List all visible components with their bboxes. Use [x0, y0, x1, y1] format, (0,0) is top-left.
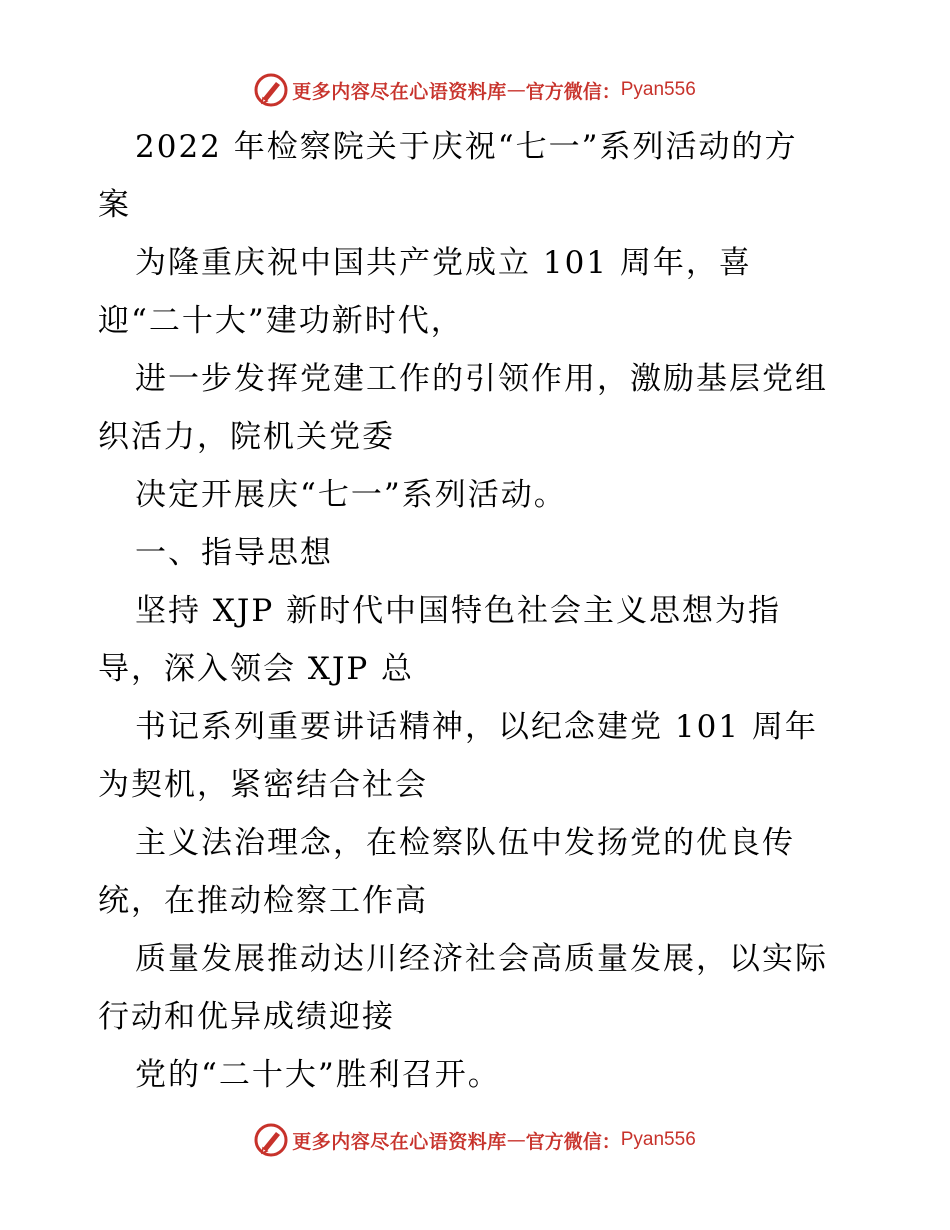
text-line: 行动和优异成绩迎接 — [98, 999, 395, 1035]
text-line: 织活力，院机关党委 — [98, 419, 395, 455]
footer-brand-text: 更多内容尽在心语资料库 — [292, 1130, 507, 1153]
header-separator: — — [506, 79, 526, 101]
section-heading — [98, 524, 868, 582]
text-line: 主义法治理念，在检察队伍中发扬党的优良传 — [135, 825, 795, 861]
text-line: 书记系列重要讲话精神，以纪念建党 101 周年 — [135, 709, 818, 745]
header-wechat-id: Pyan556 — [620, 79, 696, 100]
footer-watermark — [0, 1120, 950, 1160]
text-line: 导，深入领会 XJP 总 — [98, 651, 415, 687]
footer-wechat-id: Pyan556 — [620, 1129, 696, 1150]
paragraph — [98, 814, 868, 930]
header-watermark — [0, 70, 950, 110]
footer-separator: — — [506, 1129, 526, 1151]
text-line: 统，在推动检察工作高 — [98, 883, 428, 919]
text-line: 坚持 XJP 新时代中国特色社会主义思想为指 — [135, 593, 782, 629]
text-line: 决定开展庆“七一”系列活动。 — [135, 477, 567, 513]
header-wechat-label: 官方微信： — [525, 80, 621, 103]
pen-logo-icon — [254, 1123, 288, 1157]
footer-wechat-label: 官方微信： — [525, 1130, 621, 1153]
pen-logo-icon — [254, 73, 288, 107]
text-line: 2022 年检察院关于庆祝“七一”系列活动的方 — [135, 129, 798, 165]
paragraph — [98, 350, 868, 466]
paragraph — [98, 698, 868, 814]
text-line: 案 — [98, 187, 131, 223]
text-line: 为契机，紧密结合社会 — [98, 767, 428, 803]
document-body — [98, 118, 868, 1104]
paragraph — [98, 466, 868, 524]
text-line: 为隆重庆祝中国共产党成立 101 周年，喜 — [135, 245, 752, 281]
text-line: 一、指导思想 — [135, 535, 333, 571]
header-brand-text: 更多内容尽在心语资料库 — [292, 80, 507, 103]
text-line: 进一步发挥党建工作的引领作用，激励基层党组 — [135, 361, 828, 397]
text-line: 党的“二十大”胜利召开。 — [135, 1057, 501, 1093]
doc-title — [98, 118, 868, 234]
text-line: 迎“二十大”建功新时代， — [98, 303, 464, 339]
paragraph — [98, 582, 868, 698]
text-line: 质量发展推动达川经济社会高质量发展，以实际 — [135, 941, 828, 977]
paragraph — [98, 1046, 868, 1104]
paragraph — [98, 234, 868, 350]
paragraph — [98, 930, 868, 1046]
